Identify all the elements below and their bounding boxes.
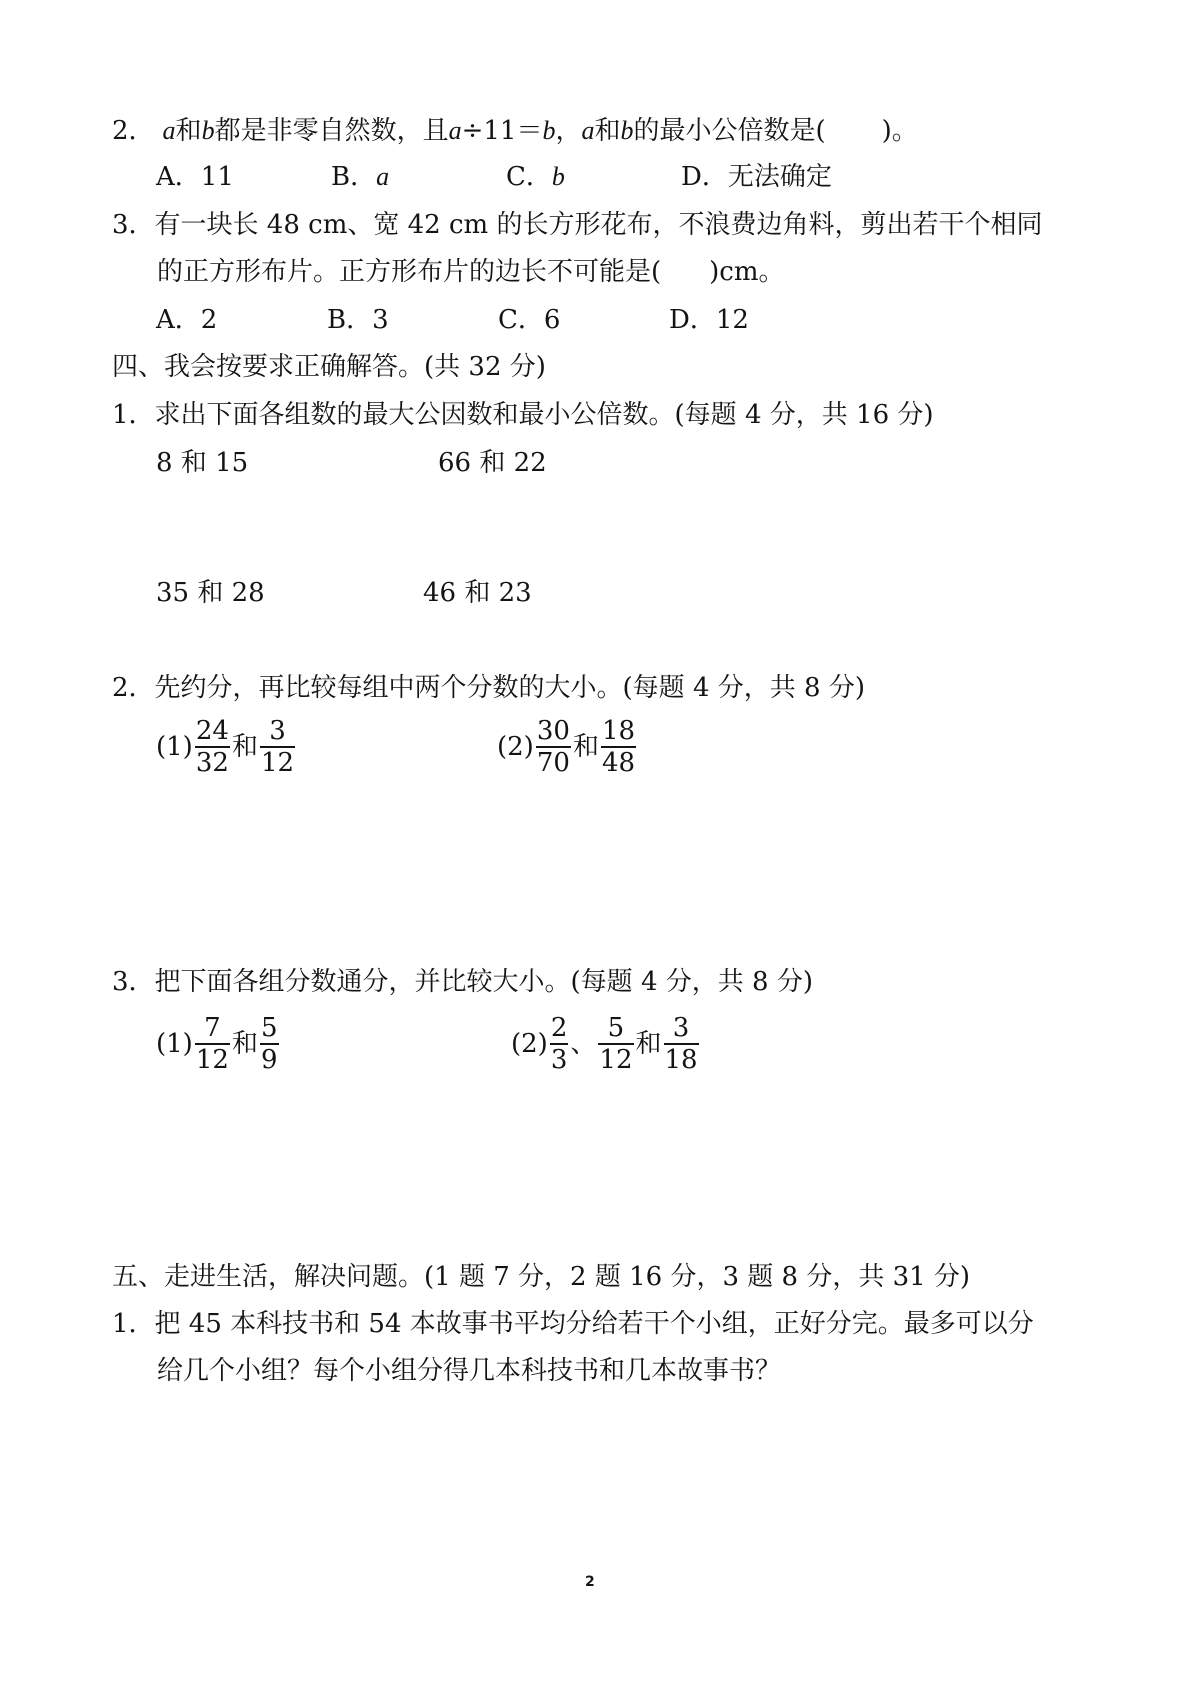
section-4-problem-2-title: 2．先约分，再比较每组中两个分数的大小。(每题 4 分，共 8 分)	[112, 673, 865, 703]
section-5-heading: 五、走进生活，解决问题。(1 题 7 分，2 题 16 分，3 题 8 分，共 31 分)	[112, 1262, 971, 1292]
question-2-option-a[interactable]: A．11	[156, 162, 234, 192]
number-pair-4: 46 和 23	[423, 578, 532, 608]
fraction: $\frac{5}{9}$	[260, 1013, 278, 1075]
section-4-heading: 四、我会按要求正确解答。(共 32 分)	[112, 352, 546, 382]
section-5-problem-1-line-2: 给几个小组？每个小组分得几本科技书和几本故事书？	[157, 1356, 782, 1386]
section-4-problem-1-title: 1．求出下面各组数的最大公因数和最小公倍数。(每题 4 分，共 16 分)	[112, 400, 934, 430]
fraction: $\frac{5}{12}$	[599, 1013, 633, 1075]
page-number: 2	[585, 1574, 595, 1590]
number-pair-1: 8 和 15	[156, 448, 249, 478]
number-pair-2: 66 和 22	[438, 448, 547, 478]
fraction-group-2: (2) $\frac{2}{3}$ 、 $\frac{5}{12}$ 和 $\frac{3}{18}$	[511, 1013, 698, 1075]
fraction: $\frac{24}{32}$	[195, 716, 229, 778]
fraction: $\frac{30}{70}$	[536, 716, 570, 778]
fraction: $\frac{3}{12}$	[260, 716, 295, 778]
question-3-option-a[interactable]: A．2	[156, 305, 218, 335]
number-pair-3: 35 和 28	[156, 578, 265, 608]
question-2-stem: 2． a和b都是非零自然数，且a÷11＝b，a和b的最小公倍数是( )。	[112, 116, 918, 146]
fraction-pair-2: (2) $\frac{30}{70}$ 和 $\frac{18}{48}$	[497, 716, 636, 778]
question-2-option-c[interactable]: C．b	[506, 162, 565, 192]
fraction: $\frac{3}{18}$	[664, 1013, 698, 1075]
fraction: $\frac{2}{3}$	[550, 1013, 568, 1075]
fraction-pair-1: (1) $\frac{24}{32}$ 和 $\frac{3}{12}$	[156, 716, 295, 778]
section-5-problem-1-line-1: 1．把 45 本科技书和 54 本故事书平均分给若干个小组，正好分完。最多可以分	[112, 1309, 1034, 1339]
question-3-stem-line-1: 3．有一块长 48 cm、宽 42 cm 的长方形花布，不浪费边角料，剪出若干个相同	[112, 210, 1043, 240]
fraction-group-1: (1) $\frac{7}{12}$ 和 $\frac{5}{9}$	[156, 1013, 278, 1075]
question-2-option-b[interactable]: B．a	[331, 162, 390, 192]
question-2-option-d[interactable]: D．无法确定	[681, 162, 832, 192]
fraction: $\frac{18}{48}$	[601, 716, 636, 778]
section-4-problem-3-title: 3．把下面各组分数通分，并比较大小。(每题 4 分，共 8 分)	[112, 967, 813, 997]
fraction: $\frac{7}{12}$	[195, 1013, 229, 1075]
question-3-option-c[interactable]: C．6	[498, 305, 561, 335]
question-number: 2．	[112, 116, 155, 146]
question-3-stem-line-2: 的正方形布片。正方形布片的边长不可能是( )cm。	[157, 257, 785, 287]
question-3-option-d[interactable]: D．12	[669, 305, 749, 335]
question-3-option-b[interactable]: B．3	[327, 305, 389, 335]
